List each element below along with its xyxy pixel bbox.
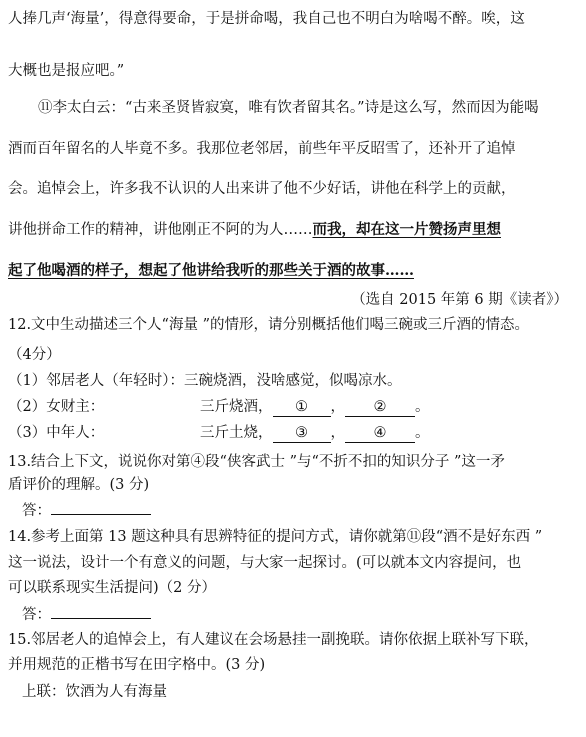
question-14-line: 这一说法，设计一个有意义的问题，与大家一起探讨。(可以就本文内容提问，也 [8,555,522,571]
q12-row-label: （1）邻居老人（年轻时）： [8,373,184,389]
q12-row-value: 三斤土烧， [200,425,273,441]
period: 。 [415,425,430,441]
passage-line: 会。追悼会上，许多我不认识的人出来讲了他不少好话，讲他在科学上的贡献， [8,181,516,197]
blank-3[interactable]: ③ [273,425,331,443]
period: 。 [415,399,430,415]
passage-line: 大概也是报应吧。” [8,63,125,79]
question-12-score: （4分） [8,347,61,363]
blank-2[interactable]: ② [345,399,415,417]
comma: ， [330,425,345,441]
answer-field[interactable] [51,604,151,619]
question-14-line: 可以联系现实生活提问)（2 分） [8,580,216,596]
blank-4[interactable]: ④ [345,425,415,443]
source-citation: （选自 2015 年第 6 期《读者》） [351,292,568,308]
q12-row-value: 三斤烧酒， [200,399,273,415]
upper-couplet: 上联：饮酒为人有海量 [22,684,167,700]
question-13-line: 盾评价的理解。(3 分) [8,477,150,493]
passage-line: 酒而百年留名的人毕竟不多。我那位老邻居，前些年平反昭雪了，还补开了追悼 [8,141,516,157]
passage-bold-line: 起了他喝酒的样子，想起了他讲给我听的那些关于酒的故事…… [8,262,414,279]
q12-row-2 [8,397,430,417]
q12-row-label: （3）中年人： [8,425,105,441]
passage-line [8,220,501,240]
question-15-line: 15.邻居老人的追悼会上，有人建议在会场悬挂一副挽联。请你依据上联补写下联， [8,632,539,648]
answer-label: 答： [22,607,51,623]
q12-row-1 [8,371,401,391]
q12-row-label: （2）女财主： [8,399,105,415]
passage-line: 人捧几声‘海量’，得意得要命，于是拼命喝，我自己也不明白为啥喝不醉。唉，这 [8,11,525,27]
answer-field[interactable] [51,500,151,515]
comma: ， [330,399,345,415]
q12-row-3 [8,423,430,443]
question-15-line: 并用规范的正楷书写在田字格中。(3 分) [8,657,266,673]
passage-bold-text: 而我，却在这一片赞扬声里想 [312,221,501,238]
question-12-stem: 12.文中生动描述三个人“海量 ”的情形，请分别概括他们喝三碗或三斤酒的情态。 [8,317,529,333]
question-14-line: 14.参考上面第 13 题这种具有思辨特征的提问方式，请你就第⑪段“酒不是好东西 ” [8,529,543,545]
q12-row-value: 三碗烧酒，没啥感觉，似喝凉水。 [183,373,402,389]
answer-label: 答： [22,503,51,519]
question-13-line: 13.结合上下文，说说你对第④段“侠客武士 ”与“不折不扣的知识分子 ”这一矛 [8,454,505,470]
passage-line: ⑪李太白云：“古来圣贤皆寂寞，唯有饮者留其名。”诗是这么写，然而因为能喝 [38,100,539,116]
q14-answer [22,604,151,625]
blank-1[interactable]: ① [273,399,331,417]
q13-answer [22,500,151,521]
passage-text: 讲他拼命工作的精神，讲他刚正不阿的为人…… [8,222,313,238]
